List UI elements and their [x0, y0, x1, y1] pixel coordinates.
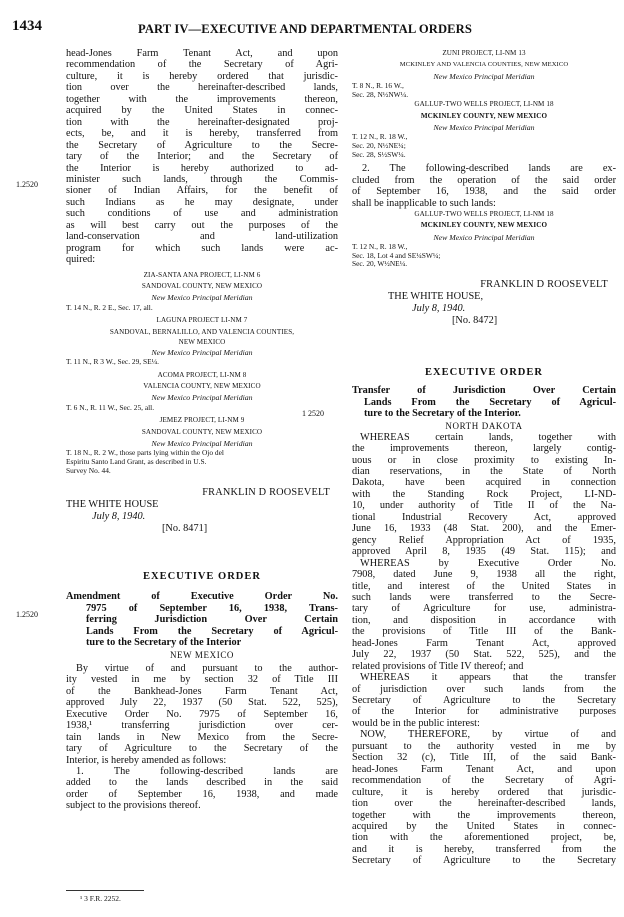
- text-line: NOW, THEREFORE, by virtue of and: [360, 729, 616, 741]
- project-meridian: New Mexico Principal Meridian: [151, 293, 253, 303]
- land-description: Sec. 20, W½NE¼.: [352, 259, 408, 269]
- text-line: together with the improvements thereon,: [66, 93, 338, 105]
- signature-place: THE WHITE HOUSE: [66, 499, 159, 511]
- project-block-acoma: [66, 370, 338, 413]
- text-line: Section 32 (c), Title III, of the said Bank-: [352, 752, 616, 764]
- project-block-gallup-2: [352, 209, 616, 269]
- text-line: with the Standing Rock Project, LI-ND-: [352, 488, 616, 500]
- text-line: of the Interior for administrative purposes: [352, 706, 616, 718]
- project-name: GALLUP-TWO WELLS PROJECT, LI-NM 18: [414, 100, 554, 109]
- right-column: [352, 48, 616, 867]
- project-meridian: New Mexico Principal Meridian: [151, 438, 253, 448]
- title-line: Lands From the Secretary of Agricul-: [86, 625, 338, 637]
- text-line: 1. The following-described lands are: [76, 765, 338, 777]
- project-block-jemez: [66, 415, 338, 475]
- signature-date: July 8, 1940.: [92, 511, 146, 523]
- text-line: 1938,¹ transferring jurisdiction over cer-: [66, 720, 338, 732]
- order-item-1: [66, 766, 338, 812]
- document-number: [No. 8472]: [452, 315, 498, 327]
- text-line: the Secretary of Agriculture to the Secre-: [66, 139, 338, 151]
- text-line: head-Jones Farm Tenant Act, and upon: [352, 763, 616, 775]
- text-line: of September 16, 1938, and the said order: [352, 186, 616, 198]
- text-line: together with the improvements thereon,: [352, 809, 616, 821]
- text-line: tional Industrial Recovery Act, approved: [352, 511, 616, 523]
- running-head: PART IV—EXECUTIVE AND DEPARTMENTAL ORDERS: [138, 22, 472, 36]
- executive-order-title: [66, 591, 338, 649]
- text-line: title, and interest of the United States in: [352, 580, 616, 592]
- text-line: such lands were transferred to the Secre-: [352, 591, 616, 603]
- project-name: ZUNI PROJECT, LI-NM 13: [442, 49, 526, 57]
- text-line: head-Jones Farm Tenant Act, approved: [352, 637, 616, 649]
- text-line: pursuant to the authority vested in me by: [352, 740, 616, 752]
- text-line: and it is hereby, transferred from the: [352, 843, 616, 855]
- signature-block: [66, 487, 338, 535]
- text-line: tion over the hereinafter-described lands,: [66, 82, 338, 94]
- left-column: [66, 48, 338, 812]
- project-name: GALLUP-TWO WELLS PROJECT, LI-NM 18: [414, 210, 554, 219]
- project-county: SANDOVAL COUNTY, NEW MEXICO: [141, 427, 263, 436]
- text-line: tion, and disposition in accordance with: [352, 614, 616, 626]
- text-line: culture, it is hereby ordered that jurisdic-: [352, 786, 616, 798]
- text-line: tary of Agriculture to the Secretary of the: [66, 743, 338, 755]
- executive-order-heading: EXECUTIVE ORDER: [425, 367, 543, 379]
- title-line: Transfer of Jurisdiction Over Certain: [352, 385, 616, 397]
- project-meridian: New Mexico Principal Meridian: [433, 232, 535, 242]
- text-line: sioner of Indian Affairs, for the benefit of: [66, 185, 338, 197]
- text-line: 10, under authority of Title II of the Na-: [352, 500, 616, 512]
- project-county: MCKINLEY COUNTY, NEW MEXICO: [420, 111, 548, 120]
- page-number: 1434: [12, 18, 42, 34]
- intro-paragraph: [66, 48, 338, 266]
- text-line: land-conservation and land-utilization: [66, 231, 338, 243]
- order-item-2: [352, 163, 616, 209]
- title-line: ture to the Secretary of the Interior: [86, 637, 242, 649]
- text-line: quired:: [66, 254, 96, 266]
- project-meridian: New Mexico Principal Meridian: [151, 393, 253, 403]
- text-line: shall be inapplicable to such lands:: [352, 197, 496, 209]
- text-line: head-Jones Farm Tenant Act, and upon: [66, 48, 338, 59]
- project-name: ACOMA PROJECT, LI-NM 8: [157, 370, 247, 379]
- text-line: approved April 8, 1935 (49 Stat. 115); and: [352, 546, 616, 558]
- margin-note: 1 2520: [302, 409, 324, 418]
- text-line: dian reservations, in the State of North: [352, 465, 616, 477]
- text-line: recommendation of the Secretary of Agri-: [352, 775, 616, 787]
- order-body: [66, 663, 338, 766]
- margin-note: 1.2520: [16, 180, 38, 189]
- land-description: T. 12 N., R. 18 W.,: [352, 242, 408, 251]
- project-county: SANDOVAL COUNTY, NEW MEXICO: [141, 281, 263, 290]
- text-line: acquired by the United States in connec-: [352, 821, 616, 833]
- text-line: Dakota, have been acquired in connection: [352, 477, 616, 489]
- land-description: Sec. 20, N½NE¼;: [352, 140, 406, 150]
- text-line: ity vested in me by section 32 of Title III: [66, 674, 338, 686]
- land-description: T. 12 N., R. 18 W.,: [352, 132, 408, 142]
- land-description: T. 14 N., R. 2 E., Sec. 17, all.: [66, 302, 153, 312]
- project-meridian: New Mexico Principal Meridian: [433, 71, 535, 81]
- state-name: NEW MEXICO: [169, 649, 235, 660]
- project-county: VALENCIA COUNTY, NEW MEXICO: [143, 382, 261, 391]
- text-line: ects, be, and it is hereby, transferred from: [66, 128, 338, 140]
- text-line: cluded from the operation of the said order: [352, 174, 616, 186]
- text-line: tion with the hereinafter-designated proj-: [66, 116, 338, 128]
- signature-block: [352, 279, 616, 327]
- text-line: tain lands in New Mexico from the Secre-: [66, 731, 338, 743]
- text-line: Interior, is hereby amended as follows:: [66, 754, 227, 766]
- land-description: T. 6 N., R. 11 W., Sec. 25, all.: [66, 402, 155, 412]
- project-block-zia: [66, 270, 338, 313]
- footnote-rule: [66, 890, 144, 891]
- text-line: tion over the hereinafter-described lands,: [352, 798, 616, 810]
- text-line: 7908, dated June 9, 1938 all the right,: [352, 569, 616, 581]
- land-description: Espiritu Santo Land Grant, as described in U.S.: [66, 456, 207, 466]
- land-description: T. 18 N., R. 2 W., those parts lying within the Ojo del: [66, 448, 224, 458]
- text-line: added to the lands described in the said: [66, 777, 338, 789]
- text-line: order of September 16, 1938, and made: [66, 788, 338, 800]
- text-line: 2. The following-described lands are ex-: [362, 163, 616, 175]
- land-description: T. 11 N., R 3 W., Sec. 29, SE¼.: [66, 357, 159, 367]
- order-body: [352, 432, 616, 867]
- signature-place: THE WHITE HOUSE,: [388, 291, 484, 303]
- land-description: Sec. 28, S½SW¼.: [352, 149, 406, 159]
- signer-name: FRANKLIN D ROOSEVELT: [480, 279, 608, 291]
- project-county: NEW MEXICO: [178, 337, 226, 346]
- text-line: June 16, 1933 (48 Stat. 200), and the Emer-: [352, 523, 616, 535]
- text-line: tion with the aforementioned project, be,: [352, 832, 616, 844]
- project-block-gallup-1: [352, 99, 616, 159]
- signature-date: July 8, 1940.: [412, 303, 466, 315]
- text-line: minister such lands, through the Commis-: [66, 173, 338, 185]
- project-name: ZIA-SANTA ANA PROJECT, LI-NM 6: [143, 270, 261, 279]
- text-line: the Interior is hereby authorized to ad-: [66, 162, 338, 174]
- land-description: Sec. 18, Lot 4 and SE¼SW¼;: [352, 250, 441, 260]
- text-line: approved July 22, 1937 (50 Stat. 522, 525),: [66, 697, 338, 709]
- title-line: Lands From the Secretary of Agricul-: [364, 396, 616, 408]
- project-meridian: New Mexico Principal Meridian: [151, 347, 253, 357]
- text-line: Secretary of Agriculture to the Secretary: [352, 855, 616, 867]
- title-line: ture to the Secretary of the Interior.: [364, 408, 521, 420]
- state-name: NORTH DAKOTA: [445, 420, 523, 431]
- project-county: SANDOVAL, BERNALILLO, AND VALENCIA COUNTIES,: [109, 327, 295, 336]
- title-line: 7975 of September 16, 1938, Trans-: [86, 602, 338, 614]
- title-line: ferring Jurisdiction Over Certain: [86, 614, 338, 626]
- project-block-zuni: [352, 48, 616, 99]
- executive-order-heading: EXECUTIVE ORDER: [143, 571, 261, 583]
- text-line: acquired by the United States in connec-: [66, 105, 338, 117]
- text-line: the improvements thereon, largely contig-: [352, 443, 616, 455]
- text-line: WHEREAS by Executive Order No.: [360, 557, 616, 569]
- text-line: as will best carry out the purposes of the: [66, 219, 338, 231]
- text-line: program for which such lands were ac-: [66, 242, 338, 254]
- document-number: [No. 8471]: [162, 523, 208, 535]
- project-name: LAGUNA PROJECT LI-NM 7: [156, 316, 248, 325]
- margin-note: 1.2520: [16, 610, 38, 619]
- project-name: JEMEZ PROJECT, LI-NM 9: [159, 416, 245, 425]
- text-line: tary of Agriculture for use, administra-: [352, 603, 616, 615]
- text-line: of jurisdiction over such lands from the: [352, 683, 616, 695]
- text-line: By virtue of and pursuant to the author-: [76, 662, 338, 674]
- text-line: Executive Order No. 7975 of September 16,: [66, 708, 338, 720]
- text-line: the provisions of Title III of the Bank-: [352, 626, 616, 638]
- project-county: MCKINLEY AND VALENCIA COUNTIES, NEW MEXICO: [399, 61, 569, 69]
- land-description: T. 8 N., R. 16 W.,: [352, 80, 404, 90]
- land-description: Survey No. 44.: [66, 465, 111, 475]
- text-line: subject to the provisions thereof.: [66, 800, 201, 812]
- text-line: WHEREAS it appears that the transfer: [360, 672, 616, 684]
- text-line: Secretary of Agriculture to the Secretary: [352, 695, 616, 707]
- text-line: recommendation of the Secretary of Agri-: [66, 59, 338, 71]
- text-line: of the Bankhead-Jones Farm Tenant Act,: [66, 685, 338, 697]
- text-line: uous or in close proximity to existing In-: [352, 454, 616, 466]
- project-county: MCKINLEY COUNTY, NEW MEXICO: [420, 221, 548, 230]
- project-meridian: New Mexico Principal Meridian: [433, 122, 535, 132]
- land-description: Sec. 28, N½NW¼.: [352, 89, 409, 99]
- text-line: such Indians as he may designate, under: [66, 196, 338, 208]
- text-line: related provisions of Title IV thereof; and: [352, 660, 524, 672]
- text-line: gency Relief Appropriation Act of 1935,: [352, 534, 616, 546]
- text-line: tary of the Interior; and the Secretary of: [66, 151, 338, 163]
- text-line: culture, it is hereby ordered that jurisdic-: [66, 70, 338, 82]
- text-line: such conditions of use and administration: [66, 208, 338, 220]
- text-line: WHEREAS certain lands, together with: [360, 431, 616, 443]
- executive-order-title: [352, 385, 616, 420]
- signer-name: FRANKLIN D ROOSEVELT: [202, 487, 330, 499]
- text-line: would be in the public interest:: [352, 717, 480, 729]
- text-line: July 22, 1937 (50 Stat. 522, 525), and the: [352, 649, 616, 661]
- project-block-laguna: [66, 315, 338, 367]
- title-line: Amendment of Executive Order No.: [66, 591, 338, 603]
- footnote: ¹ 3 F.R. 2252.: [80, 894, 121, 903]
